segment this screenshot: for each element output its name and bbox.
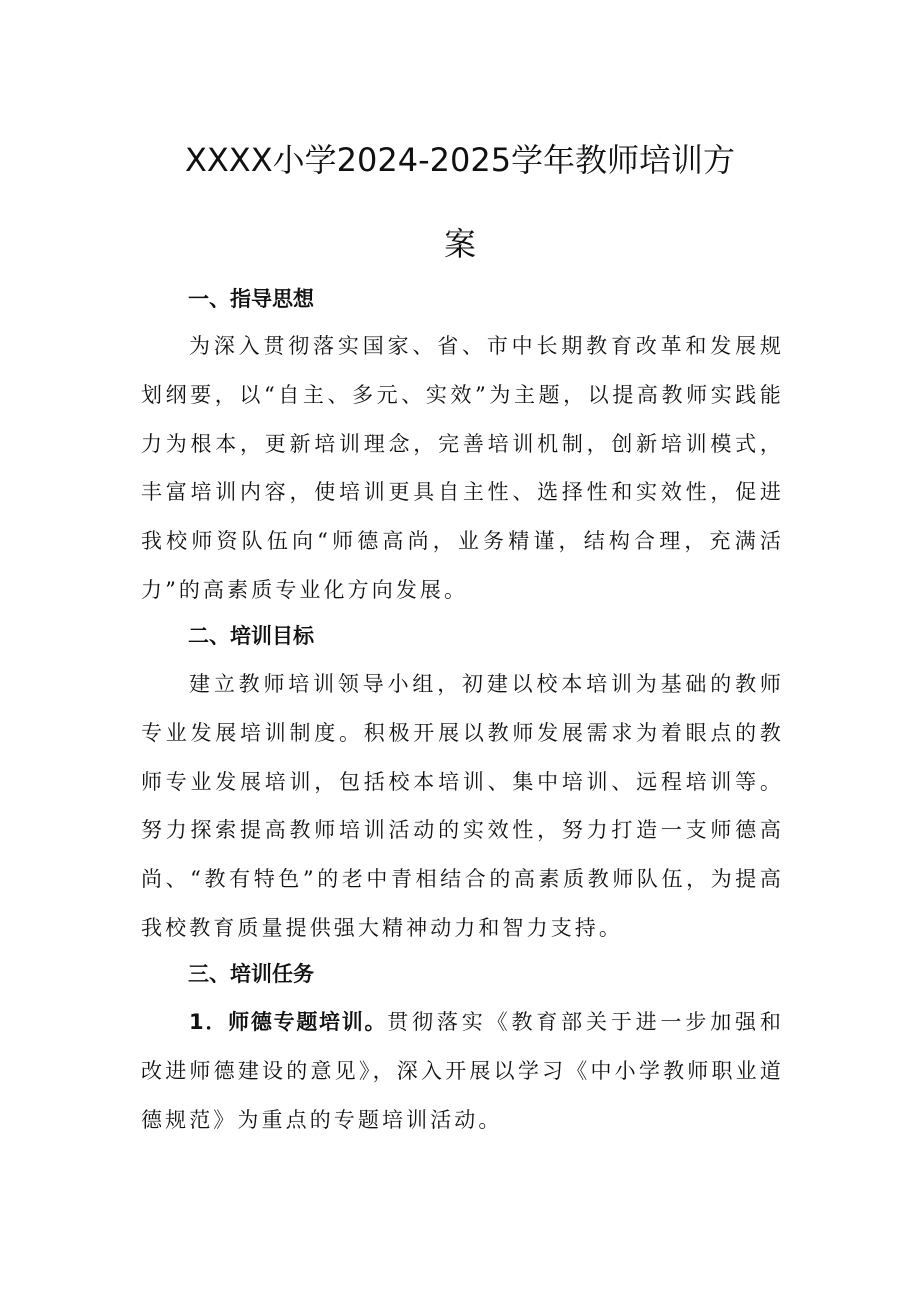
document-title-line-1: XXXX小学2024-2025学年教师培训方 [184, 141, 736, 179]
task-item-lead: 1．师德专题培训。 [189, 1010, 388, 1034]
section-paragraph-guiding-ideology: 为深入贯彻落实国家、省、市中长期教育改革和发展规划纲要，以“自主、多元、实效”为主题，以提高教师实践能力为根本，更新培训理念，完善培训机制，创新培训模式，丰富培训内容，使培训更具自主性、选择性和实效性，促进我校师资队伍向“师德高尚，业务精谨，结构合理，充满活力”的高素质专业化方向发展。 [141, 334, 784, 602]
section-heading-training-goals: 二、培训目标 [188, 624, 314, 648]
task-item-ethics-training [141, 998, 784, 1144]
task-item-text: 贯彻落实《教育部关于进一步加强和改进师德建设的意见》，深入开展以学习《中小学教师职业道德规范》为重点的专题培训活动。 [141, 1010, 784, 1132]
section-heading-training-tasks: 三、培训任务 [188, 962, 314, 986]
section-heading-guiding-ideology: 一、指导思想 [188, 287, 314, 311]
section-paragraph-training-goals: 建立教师培训领导小组，初建以校本培训为基础的教师专业发展培训制度。积极开展以教师发展需求为着眼点的教师专业发展培训，包括校本培训、集中培训、远程培训等。努力探索提高教师培训活动的实效性，努力打造一支师德高尚、“教有特色”的老中青相结合的高素质教师队伍，为提高我校教育质量提供强大精神动力和智力支持。 [141, 672, 784, 940]
document-title-line-2: 案 [443, 225, 476, 263]
